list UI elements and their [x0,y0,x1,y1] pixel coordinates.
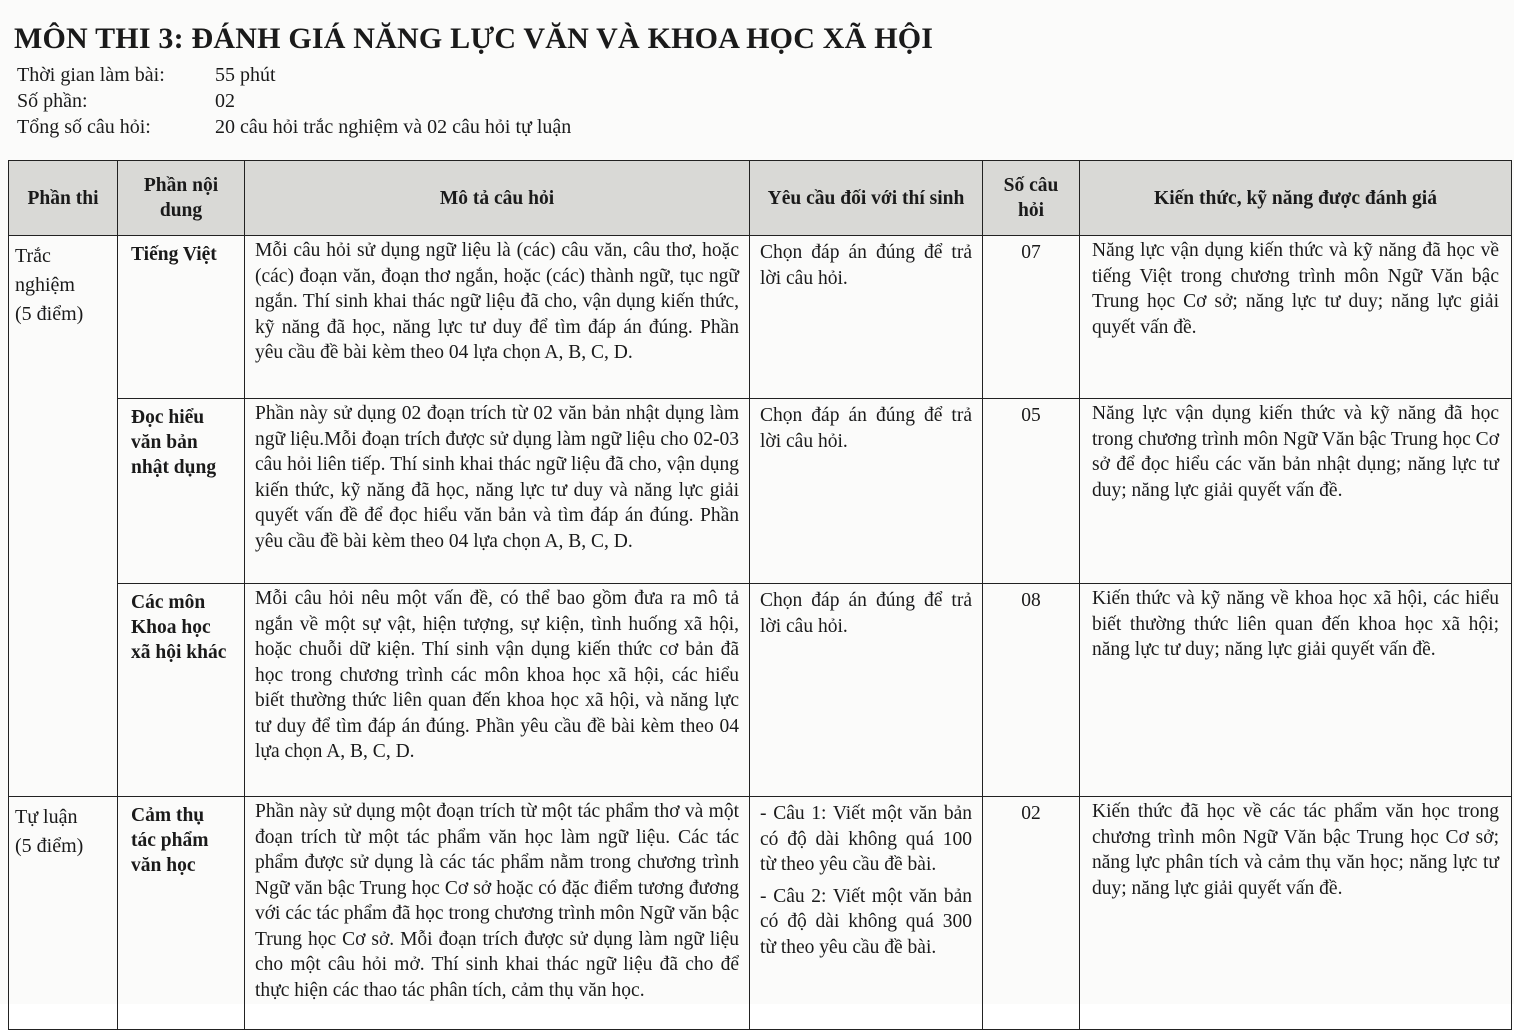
content-cell: Các môn Khoa học xã hội khác [118,584,245,797]
header-content: Phần nội dung [118,161,245,236]
exam-info-value: 20 câu hỏi trắc nghiệm và 02 câu hỏi tự luận [215,116,572,138]
content-cell: Tiếng Việt [118,236,245,399]
exam-info-row [17,88,571,114]
exam-info-label: Tổng số câu hỏi: [17,116,151,138]
content-cell: Đọc hiểu văn bản nhật dụng [118,399,245,584]
description-cell: Phần này sử dụng 02 đoạn trích từ 02 văn bản nhật dụng làm ngữ liệu.Mỗi đoạn trích được sử dụng làm ngữ liệu cho 02-03 câu hỏi liên tiếp. Thí sinh khai thác ngữ liệu đã cho, vận dụng kiến thức, kỹ năng đã học, năng lực tư duy và năng lực giải quyết vấn đề để đọc hiểu văn bản và tìm đáp án đúng. Phần yêu cầu đề bài kèm theo 04 lựa chọn A, B, C, D. [245,399,750,584]
header-part: Phần thi [9,161,118,236]
requirement-item: - Câu 1: Viết một văn bản có độ dài không quá 100 từ theo yêu cầu đề bài. [760,803,972,875]
exam-info-row [17,114,571,140]
table-row [9,236,1512,399]
table-row [9,797,1512,1030]
exam-info-label: Thời gian làm bài: [17,64,165,86]
part-score: (5 điểm) [15,303,84,325]
page-title: MÔN THI 3: ĐÁNH GIÁ NĂNG LỰC VĂN VÀ KHOA HỌC XÃ HỘI [14,22,934,55]
skills-cell: Năng lực vận dụng kiến thức và kỹ năng đã học về tiếng Việt trong chương trình môn Ngữ Văn bậc Trung học Cơ sở; năng lực tư duy; năng lực giải quyết vấn đề. [1080,236,1512,399]
exam-structure-table [8,160,1512,1030]
header-skills: Kiến thức, kỹ năng được đánh giá [1080,161,1512,236]
table-row [9,584,1512,797]
count-cell: 02 [983,797,1080,1030]
skills-cell: Kiến thức đã học về các tác phẩm văn học trong chương trình môn Ngữ Văn bậc Trung học Cơ sở; năng lực phân tích và cảm thụ văn học; năng lực tư duy; năng lực giải quyết vấn đề. [1080,797,1512,1030]
requirement-item: - Câu 2: Viết một văn bản có độ dài không quá 300 từ theo yêu cầu đề bài. [760,885,972,958]
table-row [9,399,1512,584]
part-name: Tự luận [15,806,78,828]
description-cell: Phần này sử dụng một đoạn trích từ một tác phẩm thơ và một đoạn trích từ một tác phẩm văn học làm ngữ liệu. Các tác phẩm được sử dụng là các tác phẩm nằm trong chương trình Ngữ văn bậc Trung học Cơ sở hoặc có đặc điểm tương đương với các tác phẩm đã học trong chương trình môn Ngữ văn bậc Trung học Cơ sở. Mỗi đoạn trích được sử dụng làm ngữ liệu cho một câu hỏi mở. Thí sinh khai thác ngữ liệu đã cho để thực hiện các thao tác phân tích, cảm thụ văn học. [245,797,750,1030]
part-score: (5 điểm) [15,835,84,857]
description-cell: Mỗi câu hỏi sử dụng ngữ liệu là (các) câu văn, câu thơ, hoặc (các) đoạn văn, đoạn thơ ngắn, hoặc (các) thành ngữ, tục ngữ ngắn. Thí sinh khai thác ngữ liệu đã cho, vận dụng kiến thức, kỹ năng đã học, năng lực tư duy để tìm đáp án đúng. Phần yêu cầu đề bài kèm theo 04 lựa chọn A, B, C, D. [245,236,750,399]
exam-info-row [17,62,571,88]
part-name: Trắc nghiệm [15,245,75,296]
table-header-row [9,161,1512,236]
exam-info [17,62,571,140]
header-requirement: Yêu cầu đối với thí sinh [750,161,983,236]
header-description: Mô tả câu hỏi [245,161,750,236]
exam-info-label: Số phần: [17,90,88,112]
count-cell: 05 [983,399,1080,584]
header-count: Số câu hỏi [983,161,1080,236]
part-cell-multiple-choice [9,236,118,797]
count-cell: 07 [983,236,1080,399]
requirement-cell: Chọn đáp án đúng để trả lời câu hỏi. [750,399,983,584]
requirement-cell: Chọn đáp án đúng để trả lời câu hỏi. [750,236,983,399]
part-cell-essay [9,797,118,1030]
requirement-cell [750,797,983,1030]
skills-cell: Kiến thức và kỹ năng về khoa học xã hội, các hiểu biết thường thức liên quan đến khoa học xã hội; năng lực tư duy; năng lực giải quyết vấn đề. [1080,584,1512,797]
exam-info-value: 02 [215,90,235,112]
description-cell: Mỗi câu hỏi nêu một vấn đề, có thể bao gồm đưa ra mô tả ngắn về một sự vật, hiện tượng, sự kiện, tình huống xã hội, hoặc chuỗi dữ kiện. Thí sinh vận dụng kiến thức cơ bản đã học trong chương trình các môn khoa học xã hội, các hiểu biết thường thức liên quan đến khoa học xã hội, và năng lực tư duy để tìm đáp án đúng. Phần yêu cầu đề bài kèm theo 04 lựa chọn A, B, C, D. [245,584,750,797]
requirement-cell: Chọn đáp án đúng để trả lời câu hỏi. [750,584,983,797]
exam-info-value: 55 phút [215,64,276,86]
skills-cell: Năng lực vận dụng kiến thức và kỹ năng đã học trong chương trình môn Ngữ Văn bậc Trung học Cơ sở để đọc hiểu các văn bản nhật dụng; năng lực tư duy; năng lực giải quyết vấn đề. [1080,399,1512,584]
content-cell: Cảm thụ tác phẩm văn học [118,797,245,1030]
count-cell: 08 [983,584,1080,797]
